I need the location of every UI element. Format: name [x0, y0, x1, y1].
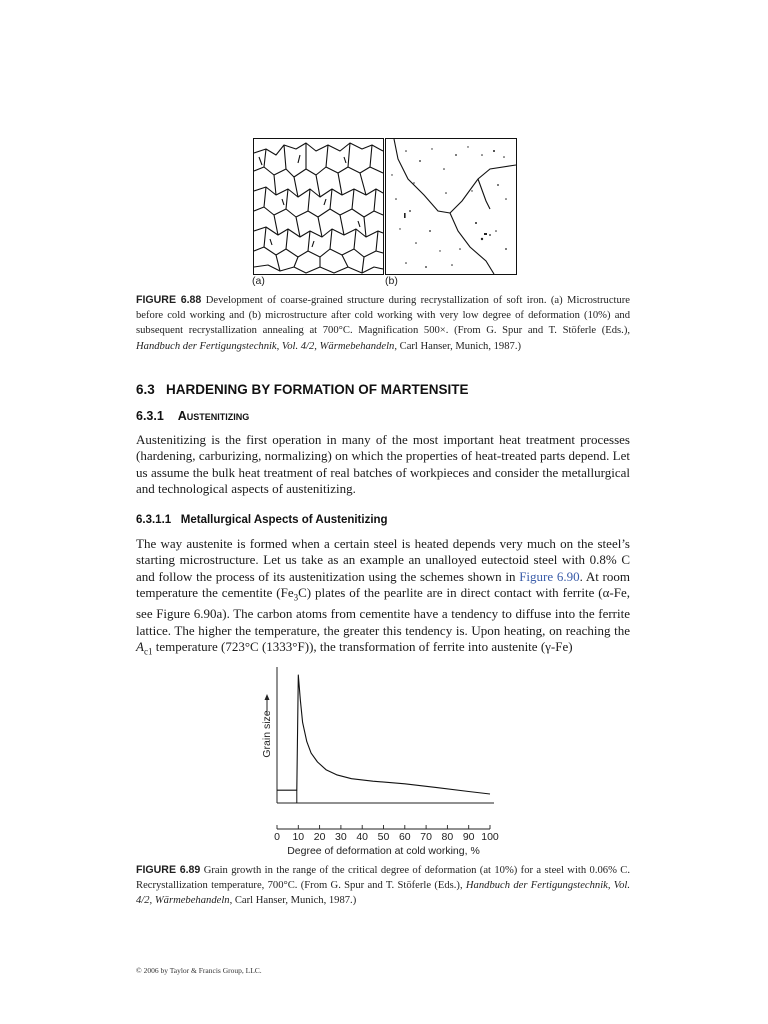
figure-689-label: FIGURE 6.89: [136, 864, 201, 876]
x-axis-label: Degree of deformation at cold working, %: [287, 845, 480, 857]
metallurgical-text-2: . At room temperature the cementite (Fe: [136, 568, 630, 601]
micrograph-a: [253, 138, 384, 275]
austenitizing-paragraph-text: Austenitizing is the first operation in many of the most important heat treatment processes (hardening, carburizing, normalizing) on which the properties of heat-treated parts depend. Let us assume the bulk heat treatment of real batches of workpieces and consider the metallurgical and technological aspects of austenitizing.: [136, 432, 630, 497]
x-tick-label: 0: [274, 831, 280, 843]
figure-689-caption-tail: , Carl Hanser, Munich, 1987.): [229, 895, 357, 907]
panel-a-label: (a): [252, 275, 265, 287]
figure-690-link[interactable]: Figure 6.90: [519, 568, 580, 584]
copyright-footer: © 2006 by Taylor & Francis Group, LLC.: [136, 966, 262, 975]
x-tick-label: 60: [398, 831, 411, 843]
metallurgical-text-4: temperature (723°C (1333°F)), the transformation of ferrite into austenite (γ-Fe): [152, 639, 573, 655]
x-tick-label: 90: [462, 831, 475, 843]
metallurgical-text-3: C) plates of the pearlite are in direct contact with ferrite (α-Fe, see Figure 6.90a). The carbon atoms from cementite have a tendency to diffuse into the ferrite lattice. The higher the temperature, the greater this tendency is. Upon heating, on reaching the: [136, 585, 631, 638]
ac-symbol: A: [136, 639, 144, 655]
x-tick-label: 10: [292, 831, 305, 843]
figure-689-caption: [136, 863, 630, 909]
metallurgical-text-1: The way austenite is formed when a certain steel is heated depends very much on the steel’s starting microstructure. Let us take as an example an unalloyed eutectoid steel with 0.8% C and follow the process of its austenitization using the schemes shown in: [136, 536, 630, 584]
grain-size-curve: [277, 675, 490, 794]
figure-688-caption-italic: Handbuch der Fertigungstechnik, Vol. 4/2, Wärmebehandeln: [136, 340, 395, 352]
subsubsection-title: Metallurgical Aspects of Austenitizing: [180, 514, 388, 526]
subsection-heading: [136, 409, 249, 423]
austenitizing-paragraph: [136, 432, 630, 498]
section-number: 6.3: [136, 382, 155, 397]
section-heading: [136, 382, 469, 397]
figure-689-caption-italic: Handbuch der Fertigungstechnik, Vol. 4/2, Wärmebehandeln: [136, 880, 630, 907]
x-tick-label: 50: [377, 831, 390, 843]
metallurgical-paragraph: [136, 536, 630, 660]
grain-size-chart: [255, 660, 505, 865]
x-tick-label: 70: [420, 831, 432, 843]
grain-size-chart-svg: [255, 660, 505, 860]
micrograph-b-image: [386, 139, 516, 274]
figure-688-caption-tail: , Carl Hanser, Munich, 1987.): [394, 340, 522, 352]
figure-688-caption-text: Development of coarse-grained structure during recrystallization of soft iron. (a) Microstructure before cold working and (b) microstructure after cold working with very low degree of deformation (10%) and subsequent recrystallization annealing at 700°C. Magnification 500×. (From G. Spur and T. Stöferle (Eds.),: [136, 295, 630, 337]
x-tick-label: 30: [335, 831, 347, 843]
subsubsection-heading: [136, 514, 388, 526]
fe3-subscript: 3: [293, 592, 299, 603]
x-tick-label: 80: [441, 831, 454, 843]
x-tick-label: 100: [481, 831, 499, 843]
micrograph-a-image: [254, 139, 383, 274]
figure-688-caption: [136, 293, 630, 354]
ac-subscript: c1: [143, 646, 153, 657]
subsection-number: 6.3.1: [136, 409, 164, 423]
y-axis-arrow-head: [265, 694, 270, 700]
panel-b-label: (b): [385, 275, 398, 287]
x-tick-label: 20: [313, 831, 326, 843]
y-axis-label: Grain size: [261, 710, 273, 758]
section-title: HARDENING BY FORMATION OF MARTENSITE: [166, 382, 469, 397]
subsection-title: Austenitizing: [177, 409, 250, 423]
x-tick-label: 40: [356, 831, 369, 843]
figure-688-label: FIGURE 6.88: [136, 294, 202, 306]
figure-689-caption-text: Grain growth in the range of the critical degree of deformation (at 10%) for a steel with 0.06% C. Recrystallization temperature, 700°C. (From G. Spur and T. Stöferle (Eds.),: [136, 865, 630, 892]
micrograph-b: [385, 138, 517, 275]
subsubsection-number: 6.3.1.1: [136, 514, 172, 526]
